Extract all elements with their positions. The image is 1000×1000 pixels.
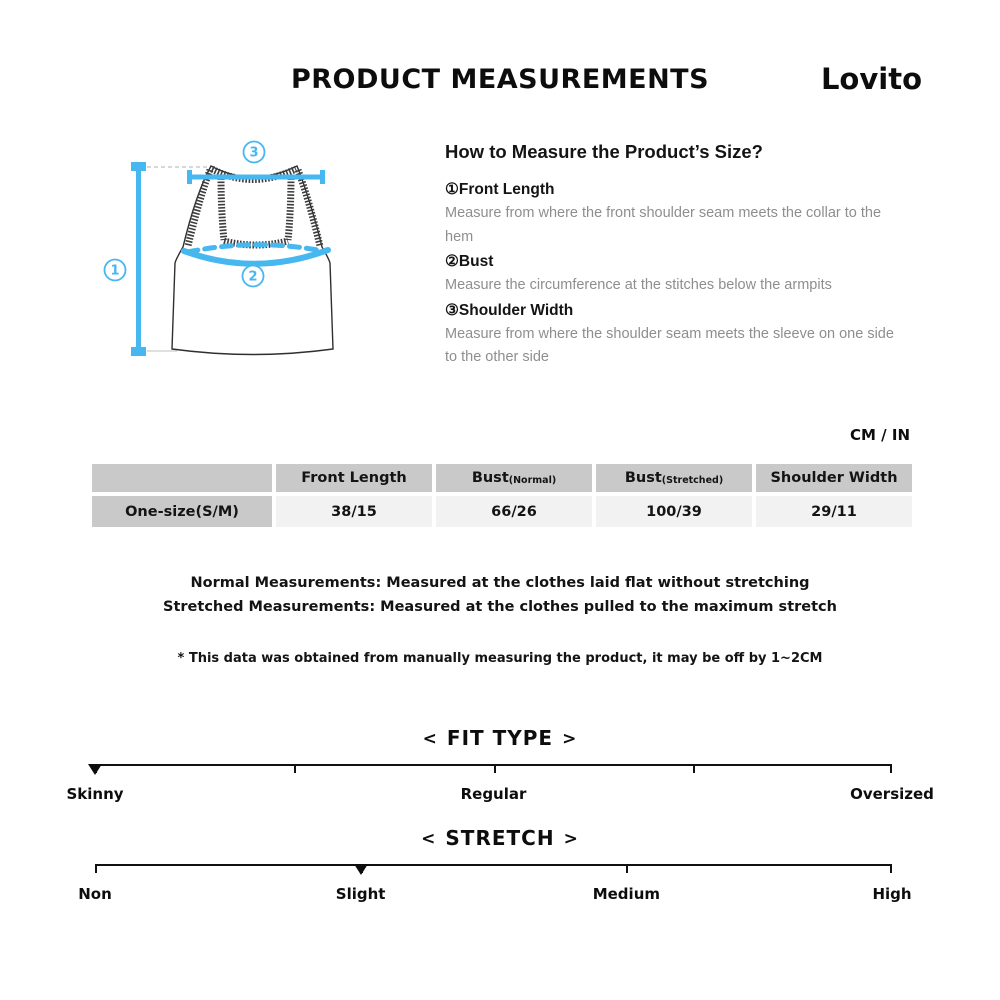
shoulder-cap-left [187,170,192,184]
measure-item-title [445,298,900,323]
chevron-left-icon: < [422,729,438,749]
tick [626,864,628,873]
fit-type-title [0,726,1000,750]
tick [494,764,496,773]
header-main: Bust [624,470,662,486]
measure-item-desc: Measure from where the shoulder seam meets the sleeve on one side to the other side [445,325,894,365]
garment-measure-diagram [90,130,430,380]
measure-item-desc: Measure from where the front shoulder seam meets the collar to the hem [445,205,882,245]
table-header-shoulder-width: Shoulder Width [756,464,912,492]
tick [890,864,892,873]
note-stretched: Stretched Measurements: Measured at the clothes pulled to the maximum stretch [163,598,837,615]
stretch-label-high: High [872,885,912,903]
measure-item-title [445,249,900,274]
fit-type-label: FIT TYPE [446,726,554,750]
circled-1: ① [445,181,459,198]
chevron-right-icon: > [563,829,579,849]
header-sub: (Normal) [508,474,557,486]
fit-label-skinny: Skinny [66,785,124,803]
measurement-notes [0,572,1000,619]
fit-type-labels [66,785,934,805]
table-value-front-length: 38/15 [276,496,432,527]
table-value-bust-normal: 66/26 [436,496,592,527]
units-label: CM / IN [850,426,910,444]
table-row-size-label: One-size(S/M) [92,496,272,527]
fit-label-oversized: Oversized [850,785,934,803]
measure-item-label: Front Length [458,181,555,198]
callout-num-1: 1 [110,263,120,279]
fit-label-regular: Regular [460,785,527,803]
tick [294,764,296,773]
measure-item-desc: Measure the circumference at the stitches below the armpits [445,277,832,293]
measure-item-title [445,177,900,202]
callout-num-2: 2 [248,269,258,285]
chevron-right-icon: > [562,729,578,749]
measure-item-label: Bust [458,253,494,270]
stretch-label-non: Non [78,885,112,903]
how-to-heading: How to Measure the Product’s Size? [445,141,763,162]
tick [693,764,695,773]
chevron-left-icon: < [421,829,437,849]
length-cap-top [131,162,146,171]
circled-3: ③ [445,301,459,319]
stretch-title [0,826,1000,850]
fit-type-scale-line [95,764,892,766]
stretch-label: STRETCH [445,826,555,850]
tick [95,864,97,873]
measure-item-label: Shoulder Width [458,301,574,319]
circled-2: ② [445,253,459,270]
tick [890,764,892,773]
header-main: Bust [471,470,509,486]
note-normal: Normal Measurements: Measured at the clothes laid flat without stretching [190,575,810,591]
header-sub: (Stretched) [661,474,724,486]
length-cap-bottom [131,347,146,356]
shoulder-cap-right [320,170,325,184]
table-header-bust-normal [436,464,592,492]
stretch-scale-line [95,864,892,866]
fit-type-marker-skinny [88,764,102,775]
stretch-label-medium: Medium [592,885,661,903]
table-header-front-length: Front Length [276,464,432,492]
stretch-marker-slight [354,864,368,875]
size-table [92,464,912,527]
stretch-label-slight: Slight [335,885,386,903]
page-title: PRODUCT MEASUREMENTS [290,64,710,95]
table-header-bust-stretched [596,464,752,492]
how-to-measure-section [445,139,900,370]
stretch-labels [78,885,912,905]
table-header-empty [92,464,272,492]
brand-logo: Lovito [820,62,922,96]
table-value-shoulder-width: 29/11 [756,496,912,527]
disclaimer-text: * This data was obtained from manually measuring the product, it may be off by 1~2CM [177,651,823,666]
callout-num-3: 3 [249,145,259,161]
table-value-bust-stretched: 100/39 [596,496,752,527]
